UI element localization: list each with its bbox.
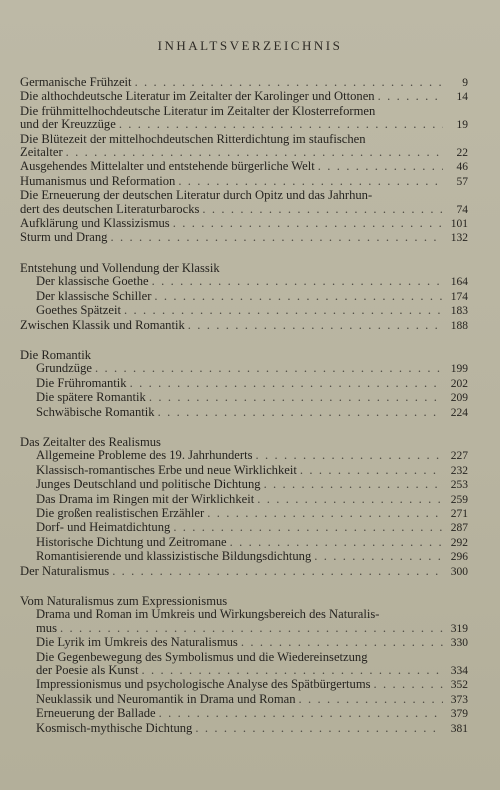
toc-entry-title: Der klassische Schiller bbox=[36, 288, 152, 303]
toc-entry[interactable] bbox=[20, 449, 468, 463]
toc-page-number: 19 bbox=[456, 119, 468, 132]
toc-page-number: 74 bbox=[456, 203, 468, 216]
toc-entry-title: Germanische Frühzeit bbox=[20, 75, 132, 89]
toc-entry-title: Das Drama im Ringen mit der Wirklichkeit bbox=[36, 491, 255, 506]
dot-leader bbox=[152, 275, 443, 288]
dot-leader bbox=[374, 678, 443, 691]
toc-entry-title: Erneuerung der Ballade bbox=[36, 706, 156, 721]
toc-entry-title: Humanismus und Reformation bbox=[20, 173, 176, 188]
dot-leader bbox=[178, 175, 443, 188]
toc-page-number: 183 bbox=[450, 305, 468, 318]
toc-entry-title: Schwäbische Romantik bbox=[36, 404, 155, 419]
page-title: INHALTSVERZEICHNIS bbox=[157, 38, 343, 53]
toc-entry[interactable] bbox=[20, 304, 468, 318]
toc-page-number: 271 bbox=[450, 507, 468, 520]
toc-entry[interactable] bbox=[20, 722, 468, 736]
dot-leader bbox=[195, 722, 443, 735]
toc-page-number: 101 bbox=[450, 218, 468, 231]
toc-entry-title: Die Gegenbewegung des Symbolismus und die Wiedereinsetzung bbox=[36, 649, 368, 664]
toc-page-number: 334 bbox=[450, 665, 468, 678]
dot-leader bbox=[124, 304, 443, 317]
dot-leader bbox=[256, 449, 444, 462]
toc-entry[interactable] bbox=[20, 406, 468, 420]
dot-leader bbox=[202, 203, 443, 216]
section-gap bbox=[20, 420, 468, 436]
dot-leader bbox=[173, 217, 443, 230]
toc-entry-title: Impressionismus und psychologische Analyse des Spätbürgertums bbox=[36, 677, 371, 692]
section-gap bbox=[20, 579, 468, 595]
toc-entry[interactable] bbox=[20, 478, 468, 492]
section-gap bbox=[20, 246, 468, 262]
toc-entry-title: Ausgehendes Mittelalter und entstehende bürgerliche Welt bbox=[20, 159, 315, 174]
toc-entry-title: der Poesie als Kunst bbox=[36, 663, 139, 678]
toc-entry[interactable] bbox=[20, 608, 468, 636]
dot-leader bbox=[112, 565, 443, 578]
toc-entry[interactable] bbox=[20, 464, 468, 478]
toc-entry[interactable] bbox=[20, 391, 468, 405]
dot-leader bbox=[230, 536, 443, 549]
toc-entry[interactable] bbox=[20, 290, 468, 304]
toc-entry[interactable] bbox=[20, 217, 468, 231]
toc-entry-title: Die althochdeutsche Literatur im Zeitalter der Karolinger und Ottonen bbox=[20, 89, 375, 104]
dot-leader bbox=[318, 160, 443, 173]
dot-leader bbox=[158, 406, 443, 419]
toc-page-number: 300 bbox=[450, 565, 468, 578]
section-heading: Das Zeitalter des Realismus bbox=[20, 434, 161, 449]
toc-entry-title: Neuklassik und Neuromantik in Drama und Roman bbox=[36, 691, 296, 706]
toc-page-number: 381 bbox=[450, 722, 468, 735]
toc-page-number: 199 bbox=[450, 363, 468, 376]
dot-leader bbox=[299, 693, 443, 706]
toc-entry-title: Drama und Roman im Umkreis und Wirkungsbereich des Naturalis- bbox=[36, 607, 380, 622]
toc-page-number: 232 bbox=[450, 464, 468, 477]
toc-entry-title: Die spätere Romantik bbox=[36, 390, 146, 405]
dot-leader bbox=[119, 118, 443, 131]
toc-entry-title: Zwischen Klassik und Romantik bbox=[20, 317, 185, 332]
dot-leader bbox=[95, 362, 443, 375]
toc-entry[interactable] bbox=[20, 231, 468, 245]
toc-entry[interactable] bbox=[20, 507, 468, 521]
dot-leader bbox=[135, 76, 443, 89]
toc-page-number: 224 bbox=[450, 406, 468, 419]
toc-page-number: 373 bbox=[450, 693, 468, 706]
toc-entry[interactable] bbox=[20, 105, 468, 133]
toc-entry-title: Die Lyrik im Umkreis des Naturalismus bbox=[36, 635, 238, 650]
toc-entry-title: Goethes Spätzeit bbox=[36, 303, 121, 318]
toc-page-number: 259 bbox=[450, 493, 468, 506]
dot-leader bbox=[66, 146, 443, 159]
toc-entry-title: Grundzüge bbox=[36, 361, 92, 376]
toc-entry[interactable] bbox=[20, 90, 468, 104]
section-gap bbox=[20, 333, 468, 349]
toc-page-number: 57 bbox=[456, 175, 468, 188]
toc-entry[interactable] bbox=[20, 536, 468, 550]
toc-entry-title: Der Naturalismus bbox=[20, 563, 110, 578]
toc-entry-title: und der Kreuzzüge bbox=[20, 117, 116, 132]
toc-page-number: 253 bbox=[450, 479, 468, 492]
toc-entry-title: Junges Deutschland und politische Dichtung bbox=[36, 477, 261, 492]
toc-page-number: 352 bbox=[450, 679, 468, 692]
toc-entry-title: Allgemeine Probleme des 19. Jahrhunderts bbox=[36, 448, 253, 463]
toc-page-number: 132 bbox=[450, 232, 468, 245]
table-of-contents bbox=[20, 76, 468, 736]
toc-page-number: 292 bbox=[450, 536, 468, 549]
dot-leader bbox=[378, 90, 443, 103]
toc-page-number: 287 bbox=[450, 522, 468, 535]
toc-entry-title: Die großen realistischen Erzähler bbox=[36, 505, 205, 520]
dot-leader bbox=[264, 478, 443, 491]
toc-page-number: 209 bbox=[450, 392, 468, 405]
section-heading: Entstehung und Vollendung der Klassik bbox=[20, 260, 220, 275]
toc-page-number: 46 bbox=[456, 161, 468, 174]
toc-entry-title: Der klassische Goethe bbox=[36, 274, 149, 289]
toc-page-number: 14 bbox=[456, 91, 468, 104]
toc-page-number: 296 bbox=[450, 551, 468, 564]
toc-entry[interactable] bbox=[20, 550, 468, 564]
toc-entry[interactable] bbox=[20, 693, 468, 707]
dot-leader bbox=[60, 622, 443, 635]
toc-entry[interactable] bbox=[20, 636, 468, 650]
toc-entry-title: Die frühmittelhochdeutsche Literatur im Zeitalter der Klosterreformen bbox=[20, 103, 376, 118]
toc-entry[interactable] bbox=[20, 678, 468, 692]
toc-entry[interactable] bbox=[20, 362, 468, 376]
section-heading: Die Romantik bbox=[20, 347, 92, 362]
toc-page-number: 330 bbox=[450, 637, 468, 650]
toc-entry-title: Kosmisch-mythische Dichtung bbox=[36, 720, 193, 735]
dot-leader bbox=[300, 464, 443, 477]
toc-page-number: 22 bbox=[456, 147, 468, 160]
dot-leader bbox=[257, 493, 443, 506]
toc-entry[interactable] bbox=[20, 651, 468, 679]
dot-leader bbox=[154, 290, 443, 303]
toc-page-number: 202 bbox=[450, 377, 468, 390]
dot-leader bbox=[207, 507, 443, 520]
toc-page-number: 164 bbox=[450, 276, 468, 289]
toc-entry[interactable] bbox=[20, 707, 468, 721]
toc-entry[interactable] bbox=[20, 493, 468, 507]
dot-leader bbox=[110, 231, 443, 244]
toc-entry[interactable] bbox=[20, 275, 468, 289]
toc-page-number: 9 bbox=[462, 77, 468, 89]
dot-leader bbox=[314, 550, 443, 563]
dot-leader bbox=[188, 319, 443, 332]
toc-entry-title: Dorf- und Heimatdichtung bbox=[36, 520, 171, 535]
toc-entry-title: Die Erneuerung der deutschen Literatur durch Opitz und das Jahrhun- bbox=[20, 188, 373, 203]
toc-entry[interactable] bbox=[20, 377, 468, 391]
toc-entry-title: Sturm und Drang bbox=[20, 230, 108, 245]
toc-entry-title: Die Frühromantik bbox=[36, 375, 127, 390]
toc-entry[interactable] bbox=[20, 319, 468, 333]
toc-entry[interactable] bbox=[20, 521, 468, 535]
toc-entry[interactable] bbox=[20, 189, 468, 217]
toc-entry-title: Historische Dichtung und Zeitromane bbox=[36, 534, 227, 549]
section-heading: Vom Naturalismus zum Expressionismus bbox=[20, 594, 228, 608]
toc-entry-title: mus bbox=[36, 620, 57, 635]
toc-entry-title: Romantisierende und klassizistische Bildungsdichtung bbox=[36, 549, 312, 564]
dot-leader bbox=[149, 391, 443, 404]
toc-entry-title: Klassisch-romantisches Erbe und neue Wirklichkeit bbox=[36, 462, 297, 477]
dot-leader bbox=[159, 707, 443, 720]
toc-entry[interactable] bbox=[20, 160, 468, 174]
toc-page-number: 227 bbox=[450, 450, 468, 463]
toc-entry-title: Zeitalter bbox=[20, 145, 63, 160]
toc-entry[interactable] bbox=[20, 565, 468, 579]
toc-page-number: 379 bbox=[450, 708, 468, 721]
toc-entry-title: dert des deutschen Literaturbarocks bbox=[20, 201, 200, 216]
toc-page-number: 319 bbox=[450, 622, 468, 635]
toc-entry-title: Aufklärung und Klassizismus bbox=[20, 216, 170, 231]
dot-leader bbox=[241, 636, 443, 649]
dot-leader bbox=[141, 664, 443, 677]
toc-entry-title: Die Blütezeit der mittelhochdeutschen Ritterdichtung im staufischen bbox=[20, 131, 366, 146]
toc-page-number: 174 bbox=[450, 290, 468, 303]
toc-page-number: 188 bbox=[450, 319, 468, 332]
toc-entry[interactable] bbox=[20, 175, 468, 189]
dot-leader bbox=[130, 377, 443, 390]
toc-entry[interactable] bbox=[20, 133, 468, 161]
toc-entry[interactable] bbox=[20, 76, 468, 90]
dot-leader bbox=[173, 521, 443, 534]
